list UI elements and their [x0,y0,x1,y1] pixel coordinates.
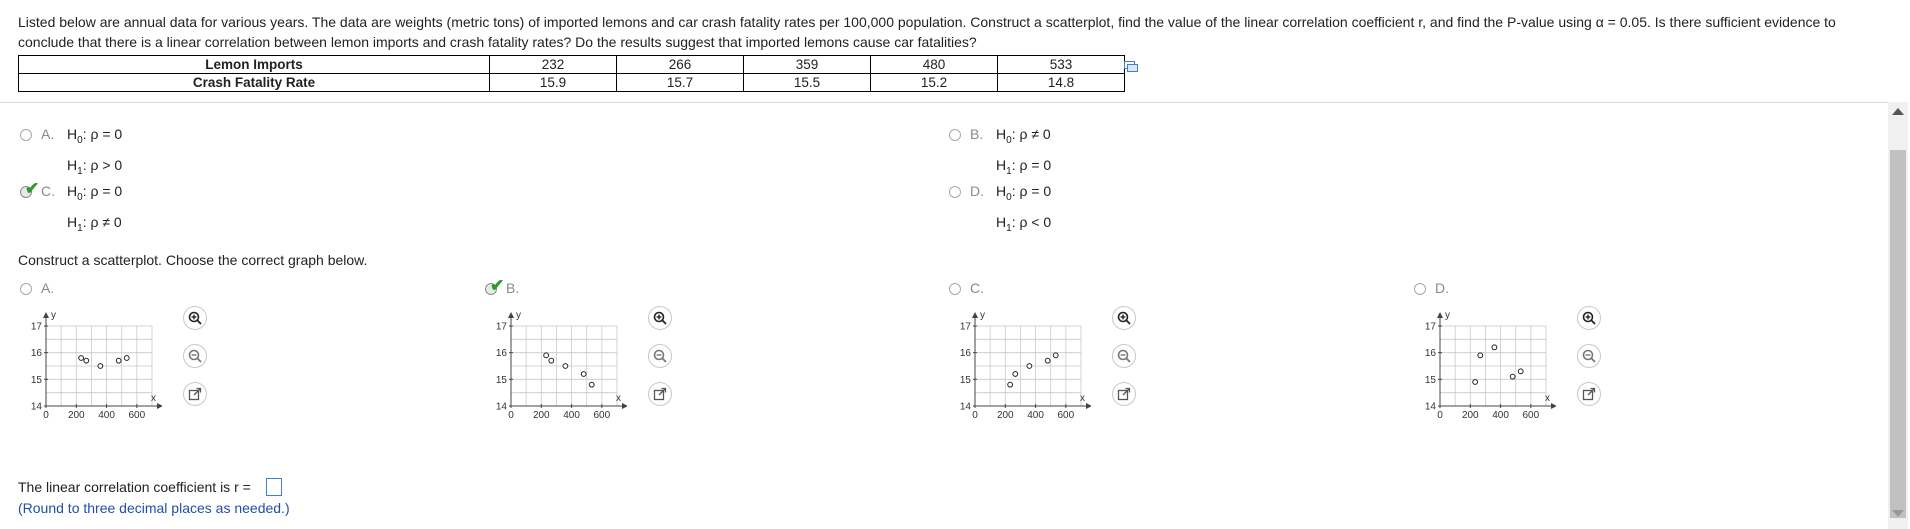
table-cell: 232 [490,56,617,74]
radio-hyp-d[interactable] [949,186,961,198]
table-row [19,74,1125,92]
popout-button[interactable] [183,382,207,406]
table-cell: 359 [744,56,871,74]
data-point [549,358,554,363]
check-icon: ✔ [490,276,505,295]
x-tick-label: 0 [972,410,978,421]
zoom-in-icon [188,311,202,325]
row-header: Lemon Imports [19,56,490,74]
y-tick-label: 14 [30,401,42,413]
y-axis-label: y [1445,310,1450,321]
y-tick-label: 16 [1424,348,1436,360]
zoom-out-button[interactable] [183,344,207,368]
option-letter: C. [970,280,984,296]
data-point [1510,374,1515,379]
data-point [1008,382,1013,387]
correlation-prompt: The linear correlation coefficient is r = [18,479,251,495]
h0-text: ρ = 0 [1019,183,1052,199]
h0-text: ρ = 0 [90,183,123,199]
scatterplot-a [16,302,162,422]
zoom-in-button[interactable] [1577,306,1601,330]
data-point [1045,358,1050,363]
option-letter: D. [1435,280,1449,296]
y-axis-arrow-icon [508,312,514,318]
x-tick-label: 200 [532,410,550,421]
option-letter: C. [41,183,55,199]
radio-hyp-b[interactable] [949,129,961,141]
h1-text: ρ > 0 [90,156,123,173]
y-tick-label: 17 [959,321,971,333]
popout-button[interactable] [1112,382,1136,406]
hypothesis-c: $H_0$: ρ = 0 $H_1$: ρ ≠ 0 [67,183,123,234]
y-axis-arrow-icon [972,312,978,318]
data-point [1473,380,1478,385]
zoom-in-icon [653,311,667,325]
scatter-prompt: Construct a scatterplot. Choose the correct graph below. [18,252,368,268]
x-axis-arrow-icon [1086,403,1091,409]
rounding-hint: (Round to three decimal places as needed.) [18,500,290,516]
data-point [563,364,568,369]
x-axis-label: x [1545,393,1550,404]
x-tick-label: 0 [1437,410,1443,421]
x-axis-arrow-icon [157,403,162,409]
x-axis-label: x [1080,393,1085,404]
y-tick-label: 16 [495,348,507,360]
option-letter: B. [506,280,520,296]
zoom-out-icon [653,349,667,363]
x-tick-label: 200 [67,410,85,421]
scatterplot-c [945,302,1091,422]
x-tick-label: 400 [1027,410,1044,421]
copy-table-icon[interactable] [1124,59,1138,70]
y-tick-label: 14 [495,401,507,413]
scatterplot-b [481,302,627,422]
h1-text: ρ < 0 [1019,213,1052,230]
x-axis-arrow-icon [622,403,627,409]
table-cell: 14.8 [998,74,1125,92]
scroll-down-arrow-icon[interactable] [1892,510,1904,517]
y-axis-arrow-icon [1437,312,1443,318]
h1-text: ρ = 0 [1019,156,1052,173]
scatterplot-d [1410,302,1556,422]
data-point [79,356,84,361]
table-cell: 15.2 [871,74,998,92]
y-axis-arrow-icon [43,312,49,318]
popout-icon [188,387,202,401]
x-tick-label: 200 [1461,410,1479,421]
popout-icon [1117,387,1131,401]
check-icon: ✔ [25,179,40,198]
h0-text: ρ ≠ 0 [1019,126,1051,142]
zoom-in-icon [1582,311,1596,325]
data-point [1492,345,1497,350]
zoom-out-button[interactable] [648,344,672,368]
zoom-out-icon [1582,349,1596,363]
zoom-out-button[interactable] [1112,344,1136,368]
y-tick-label: 15 [959,374,971,386]
zoom-in-button[interactable] [1112,306,1136,330]
y-tick-label: 16 [30,348,42,360]
popout-icon [1582,387,1596,401]
x-tick-label: 600 [128,410,146,421]
x-axis-label: x [616,393,621,404]
popout-button[interactable] [1577,382,1601,406]
x-axis-arrow-icon [1551,403,1556,409]
x-tick-label: 0 [508,410,514,421]
data-point [544,353,549,358]
data-table [18,55,1125,92]
table-cell: 480 [871,56,998,74]
data-point [116,358,121,363]
y-tick-label: 15 [495,374,507,386]
x-tick-label: 400 [563,410,580,421]
question-text: Listed below are annual data for various years. The data are weights (metric tons) of imported lemons and car crash fatality rates per 100,000 population. Construct a scatterplot, find the value of the linear correlation coefficient r, and find the P-value using α = 0.05. Is there sufficient evidence to conclude that there is a linear correlation between lemon imports and crash fatality rates? Do the results suggest that imported lemons cause car fatalities? [18,14,1836,50]
y-tick-label: 17 [495,321,507,333]
zoom-out-icon [188,349,202,363]
y-axis-label: y [516,310,521,321]
data-point [84,358,89,363]
y-tick-label: 14 [959,401,971,413]
scrollbar-thumb[interactable] [1890,150,1906,518]
radio-graph-a[interactable] [20,283,32,295]
table-cell: 15.5 [744,74,871,92]
zoom-in-button[interactable] [648,306,672,330]
radio-graph-d[interactable] [1414,283,1426,295]
radio-hyp-a[interactable] [20,129,32,141]
data-point [1518,369,1523,374]
hypothesis-a: $H_0$: ρ = 0 $H_1$: ρ > 0 [67,126,123,177]
scroll-up-arrow-icon[interactable] [1892,108,1904,115]
zoom-out-icon [1117,349,1131,363]
x-tick-label: 600 [1522,410,1540,421]
data-point [124,356,129,361]
option-letter: B. [970,126,984,142]
y-tick-label: 17 [30,321,42,333]
popout-button[interactable] [648,382,672,406]
table-cell: 266 [617,56,744,74]
table-row [19,56,1125,74]
data-point [581,372,586,377]
y-tick-label: 16 [959,348,971,360]
radio-graph-c[interactable] [949,283,961,295]
data-point [1053,353,1058,358]
x-tick-label: 400 [98,410,115,421]
row-header: Crash Fatality Rate [19,74,490,92]
table-cell: 533 [998,56,1125,74]
x-tick-label: 600 [1057,410,1075,421]
option-letter: D. [970,183,984,199]
data-point [98,364,103,369]
hypothesis-d: $H_0$: ρ = 0 $H_1$: ρ < 0 [996,183,1052,234]
y-axis-label: y [980,310,985,321]
correlation-input[interactable] [266,478,282,496]
table-cell: 15.9 [490,74,617,92]
table-cell: 15.7 [617,74,744,92]
y-tick-label: 14 [1424,401,1436,413]
hypothesis-b: $H_0$: ρ ≠ 0 $H_1$: ρ = 0 [996,126,1052,177]
h0-text: ρ = 0 [90,126,123,142]
y-tick-label: 17 [1424,321,1436,333]
popout-icon [653,387,667,401]
x-tick-label: 0 [43,410,49,421]
y-tick-label: 15 [1424,374,1436,386]
data-point [589,382,594,387]
data-point [1027,364,1032,369]
divider [0,102,1888,103]
option-letter: A. [41,126,55,142]
x-tick-label: 400 [1492,410,1509,421]
data-point [1478,353,1483,358]
y-tick-label: 15 [30,374,42,386]
option-letter: A. [41,280,55,296]
zoom-out-button[interactable] [1577,344,1601,368]
x-axis-label: x [151,393,156,404]
zoom-in-icon [1117,311,1131,325]
x-tick-label: 600 [593,410,611,421]
data-point [1013,372,1018,377]
y-axis-label: y [51,310,56,321]
zoom-in-button[interactable] [183,306,207,330]
x-tick-label: 200 [996,410,1014,421]
h1-text: ρ ≠ 0 [90,213,122,230]
